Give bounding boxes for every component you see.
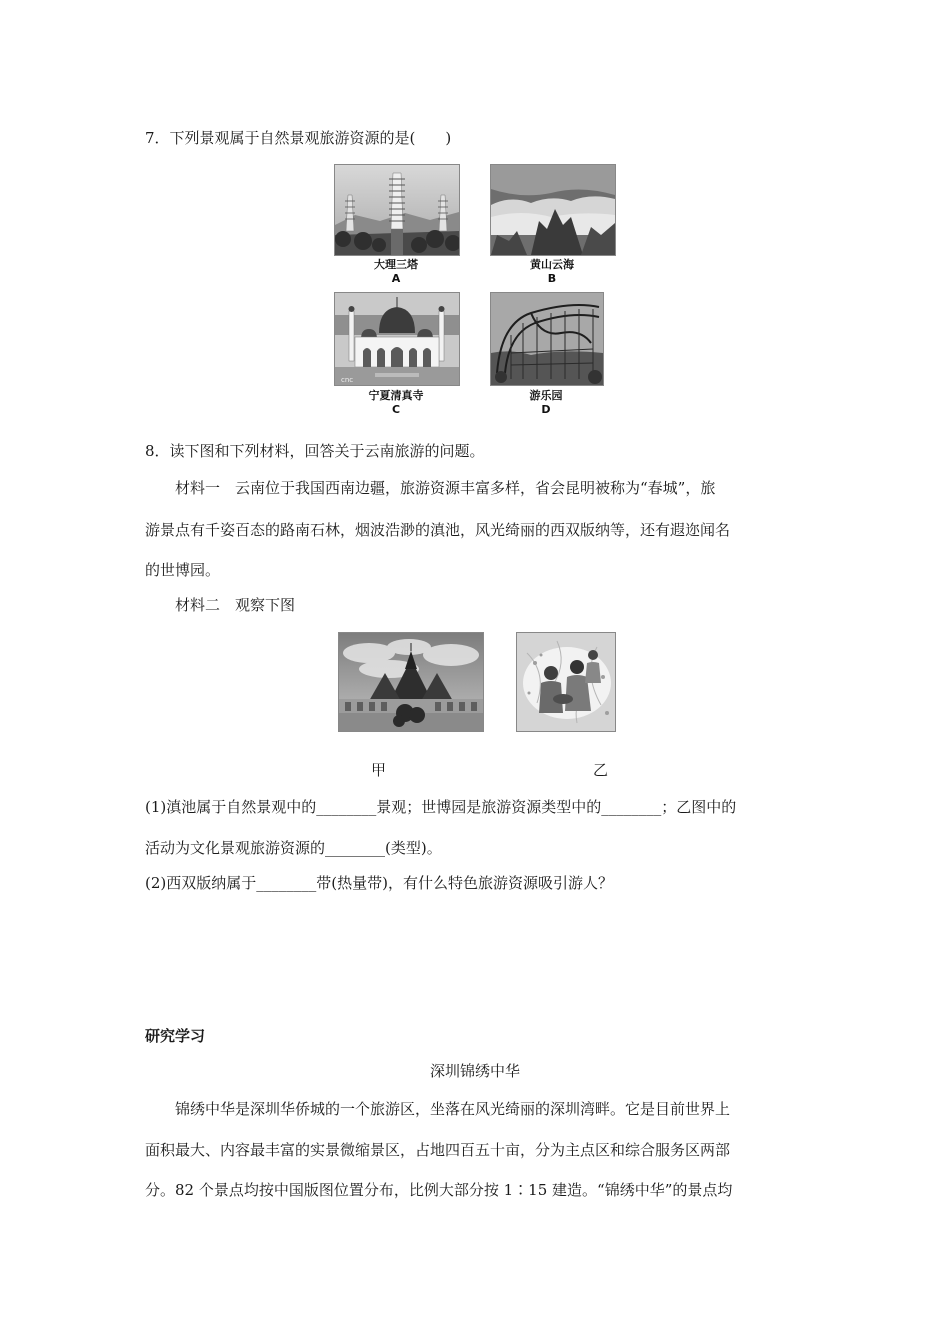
photo-jia-expo-garden	[338, 632, 484, 732]
photo-huangshan-sea-of-clouds	[490, 164, 616, 256]
figure-label-jia: 甲	[371, 761, 387, 779]
figure-label-yi: 乙	[593, 761, 609, 779]
material-2-text: 材料二 观察下图	[175, 596, 296, 614]
material-1-line-2: 游景点有千姿百态的路南石林，烟波浩渺的滇池，风光绮丽的西双版纳等，还有遐迩闻名	[145, 521, 731, 539]
article-paragraph-line-3: 分。82 个景点均按中国版图位置分布，比例大部分按 1∶15 建造。“锦绣中华”的景点均	[145, 1181, 733, 1199]
caption-c-name: 宁夏清真寺	[368, 389, 424, 402]
sub-question-2-text: (2)西双版纳属于________带(热量带)，有什么特色旅游资源吸引游人？	[145, 874, 613, 892]
caption-b-letter: B	[547, 272, 557, 285]
caption-d-name: 游乐园	[529, 389, 563, 402]
caption-b	[490, 258, 614, 286]
photo-ningxia-mosque	[334, 292, 460, 386]
photo-amusement-park	[490, 292, 604, 386]
caption-b-name: 黄山云海	[530, 258, 574, 271]
article-title: 深圳锦绣中华	[429, 1062, 520, 1080]
caption-d-letter: D	[541, 403, 551, 416]
caption-a-letter: A	[391, 272, 401, 285]
material-1-line-3: 的世博园。	[145, 561, 221, 579]
article-paragraph-line-1: 锦绣中华是深圳华侨城的一个旅游区，坐落在风光绮丽的深圳湾畔。它是目前世界上	[175, 1100, 731, 1118]
article-paragraph-line-2: 面积最大、内容最丰富的实景微缩景区，占地四百五十亩，分为主点区和综合服务区两部	[145, 1141, 731, 1159]
question-7-text: 7．下列景观属于自然景观旅游资源的是( )	[145, 129, 452, 147]
section-heading-research: 研究学习	[145, 1027, 206, 1045]
sub-question-1-line-2: 活动为文化景观旅游资源的________(类型)。	[145, 839, 442, 857]
sub-question-1-line-1: (1)滇池属于自然景观中的________景观；世博园是旅游资源类型中的________；乙图中的	[145, 798, 737, 816]
question-8-text: 8．读下图和下列材料，回答关于云南旅游的问题。	[145, 442, 485, 460]
caption-a	[334, 258, 458, 286]
photo-dali-three-pagodas	[334, 164, 460, 256]
photo-yi-water-splashing	[516, 632, 616, 732]
caption-a-name: 大理三塔	[374, 258, 418, 271]
photo-c-watermark: cnc	[341, 376, 354, 384]
caption-c-letter: C	[391, 403, 401, 416]
caption-c	[334, 389, 458, 417]
caption-d	[484, 389, 608, 417]
material-1-line-1: 材料一 云南位于我国西南边疆，旅游资源丰富多样，省会昆明被称为“春城”，旅	[175, 479, 716, 497]
